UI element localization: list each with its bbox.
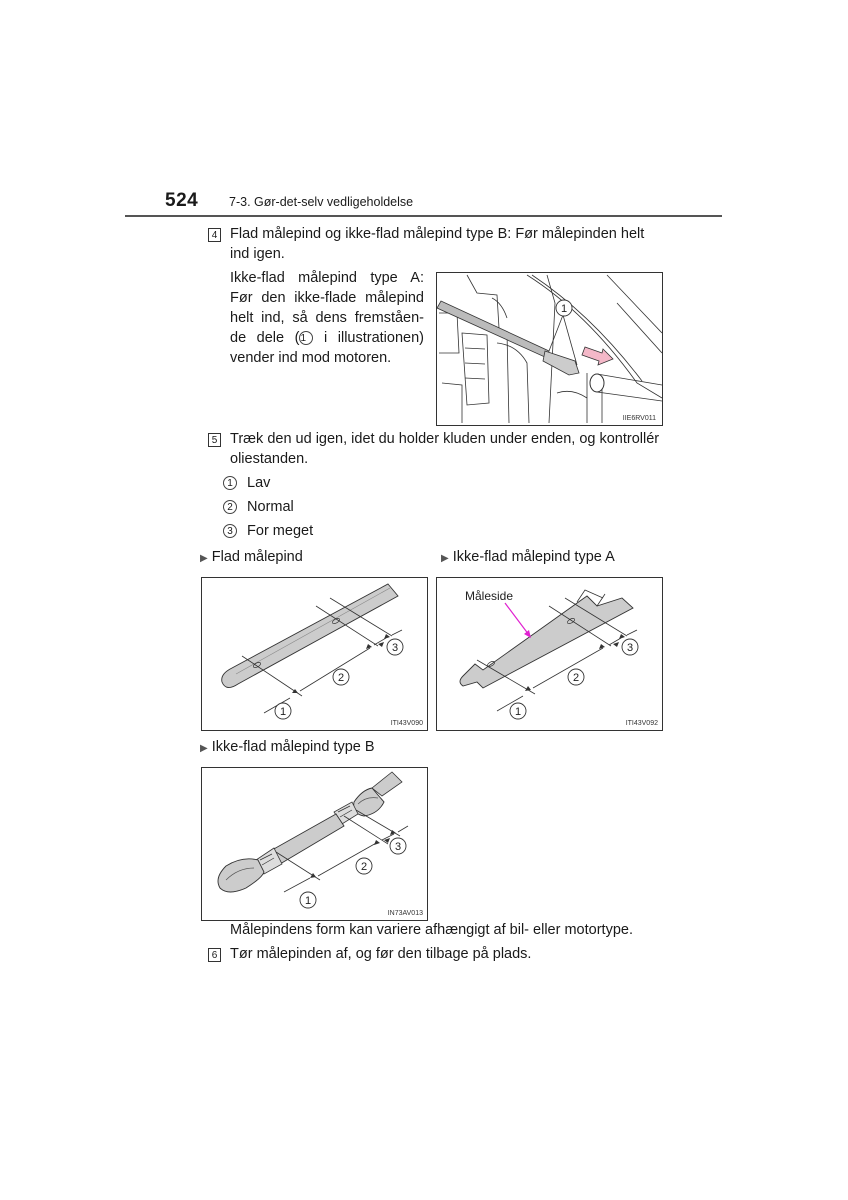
callout-arrow-line [505,603,529,635]
section-title: 7-3. Gør-det-selv vedligeholdelse [229,195,414,209]
step4-sub-line: vender ind mod motoren. [230,350,392,366]
circled-number: 1 [223,476,237,490]
level-marker-number: 3 [394,841,402,853]
step-number-6: 6 [208,948,221,962]
figure-engine-dipstick [436,272,663,426]
step5-line1: Træk den ud igen, idet du holder kluden under enden, og kontrollér [230,431,660,447]
step4-line1: Flad målepind og ikke-flad målepind type B: Før målepinden helt [230,226,645,242]
step-number-5: 5 [208,433,221,447]
step4-sub-line: helt ind, så dens fremståen- [230,310,424,326]
level-marker-number: 1 [279,706,287,718]
level-label: Normal [247,499,294,515]
level-marker-number: 3 [391,642,399,654]
level-marker-number: 1 [304,895,312,907]
triangle-bullet-icon: ▶ [200,553,208,564]
flat-dipstick-illustration [202,578,427,730]
circled-number: 1 [299,331,313,345]
step-number-4: 4 [208,228,221,242]
step4-sub-line [230,328,424,348]
callout-label: Måleside [465,589,514,603]
figure-heading-text: Ikke-flad målepind type B [211,739,375,755]
note-text: Målepindens form kan variere afhængigt af bil- eller motortype. [230,922,633,938]
level-item [223,497,294,517]
level-marker-number: 2 [360,861,368,873]
engine-illustration [437,273,662,425]
level-marker-number: 2 [572,672,580,684]
figure-heading-text: Flad målepind [211,549,303,565]
step4-sub-line: Før den ikke-flade målepind [230,290,424,306]
figure-code: ITI43V092 [625,720,658,727]
circled-number: 3 [223,524,237,538]
step4-subtext [230,268,424,368]
step6-text: Tør målepinden af, og før den tilbage på plads. [230,946,532,962]
step4-sub-line: Ikke-flad målepind type A: [230,270,424,286]
figure-heading-type-a [441,547,615,569]
figure-heading-type-b [200,737,375,759]
triangle-bullet-icon: ▶ [441,553,449,564]
circled-number: 2 [223,500,237,514]
figure-type-a-dipstick [436,577,663,731]
step4-sub-pre: de dele ( [230,330,300,346]
direction-arrow [582,347,613,365]
step5-line2: oliestanden. [230,451,309,467]
type-a-dipstick-illustration [437,578,662,730]
figure-code: ITI43V090 [390,720,423,727]
level-item [223,473,270,493]
header-rule [125,215,722,217]
level-marker-number: 1 [514,706,522,718]
type-b-dipstick-illustration [202,768,427,920]
level-marker-number: 3 [626,642,634,654]
level-item [223,521,313,541]
figure-heading-flat [200,547,303,569]
callout-number: 1 [560,303,568,315]
step4-line2: ind igen. [230,246,285,262]
figure-flat-dipstick [201,577,428,731]
level-marker-number: 2 [337,672,345,684]
level-label: Lav [247,475,271,491]
figure-heading-text: Ikke-flad målepind type A [452,549,615,565]
level-label: For meget [247,523,314,539]
figure-type-b-dipstick [201,767,428,921]
figure-code: IN73AV013 [387,910,423,917]
triangle-bullet-icon: ▶ [200,743,208,754]
figure-code: IIE6RV011 [622,415,656,422]
step4-sub-post: i illustrationen) [324,330,424,346]
callout-arrowhead [524,630,531,638]
page-number: 524 [165,190,199,211]
